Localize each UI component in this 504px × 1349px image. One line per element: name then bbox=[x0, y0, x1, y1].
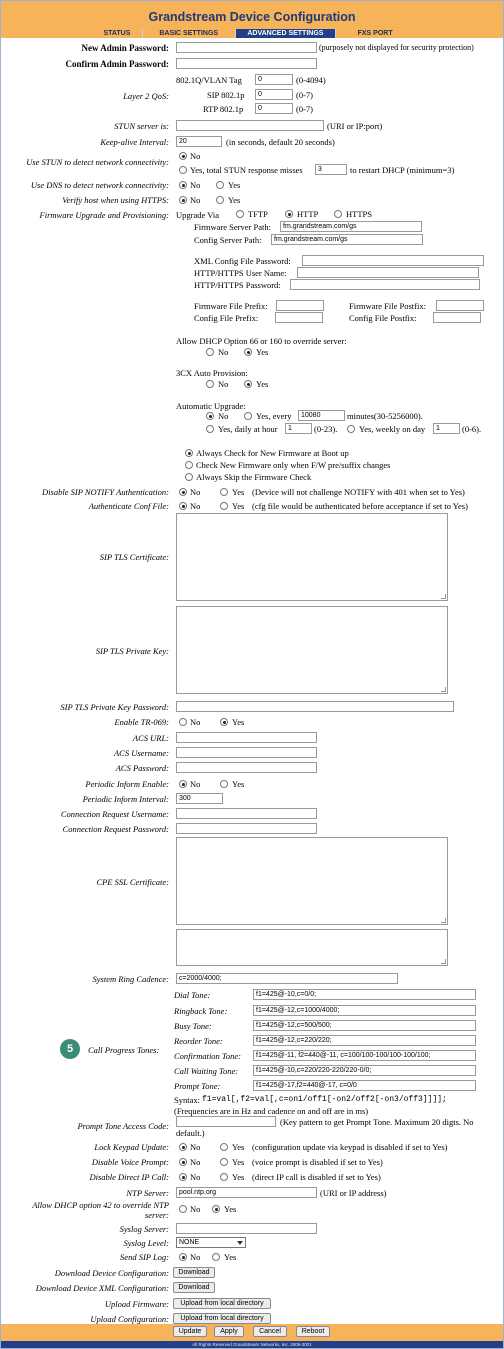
dhcp66-yes-label: Yes bbox=[256, 347, 269, 357]
prompt-code-note-1: (Key pattern to get Prompt Tone. Maximum 20 digts. No bbox=[280, 1117, 474, 1127]
periodic-inform-interval-input[interactable]: 300 bbox=[176, 793, 223, 804]
notify-yes-label: Yes bbox=[232, 487, 245, 497]
auth-conf-yes-radio[interactable] bbox=[220, 502, 228, 510]
syntax-note: (Frequencies are in Hz and cadence on and off are in ms) bbox=[174, 1106, 369, 1116]
apply-button[interactable]: Apply bbox=[214, 1326, 244, 1337]
upgrade-https-radio[interactable] bbox=[334, 210, 342, 218]
syntax-code: f1=val[,f2=val[,c=on1/off1[-on2/off2[-on3/off3]]]]; bbox=[202, 1095, 447, 1104]
3cx-yes-radio[interactable] bbox=[244, 380, 252, 388]
periodic-inform-interval-label: Periodic Inform Interval: bbox=[82, 794, 169, 804]
prompt-tone-input[interactable]: f1=425@-17,f2=440@-17, c=0/0 bbox=[253, 1080, 476, 1091]
sip-tls-private-key-textarea[interactable] bbox=[176, 606, 448, 694]
tab-status[interactable]: STATUS bbox=[92, 29, 143, 38]
auth-conf-note: (cfg file would be authenticated before acceptance if set to Yes) bbox=[252, 501, 468, 511]
lock-keypad-yes-label: Yes bbox=[232, 1142, 245, 1152]
acs-url-label: ACS URL: bbox=[132, 733, 169, 743]
3cx-no-label: No bbox=[218, 379, 229, 389]
http-username-input[interactable] bbox=[297, 267, 479, 278]
dial-tone-input[interactable]: f1=425@-10,c=0/0; bbox=[253, 989, 476, 1000]
auth-conf-label: Authenticate Conf File: bbox=[88, 501, 169, 511]
vlan-tag-input[interactable]: 0 bbox=[255, 74, 293, 85]
3cx-provision-label: 3CX Auto Provision: bbox=[176, 368, 248, 378]
dhcp42-label-1: Allow DHCP option 42 to override NTP bbox=[32, 1200, 169, 1210]
rtp-8021p-input[interactable]: 0 bbox=[255, 103, 293, 114]
dns-no-label: No bbox=[190, 180, 201, 190]
upgrade-via-label: Upgrade Via bbox=[176, 210, 219, 220]
direct-ip-no-label: No bbox=[190, 1172, 201, 1182]
chevron-down-icon bbox=[237, 1241, 243, 1245]
periodic-inform-yes-label: Yes bbox=[232, 779, 245, 789]
sip-8021p-input[interactable]: 0 bbox=[255, 89, 293, 100]
fw-prefix-input[interactable] bbox=[276, 300, 324, 311]
cfg-postfix-label: Config File Postfix: bbox=[349, 313, 417, 323]
direct-ip-note: (direct IP call is disabled if set to Yes) bbox=[252, 1172, 381, 1182]
vlan-tag-label: 802.1Q/VLAN Tag bbox=[176, 75, 242, 85]
sip-tls-certificate-label: SIP TLS Certificate: bbox=[99, 552, 169, 562]
upgrade-https-label: HTTPS bbox=[346, 209, 372, 219]
prompt-code-input[interactable] bbox=[176, 1116, 276, 1127]
busy-tone-label: Busy Tone: bbox=[174, 1021, 212, 1031]
upgrade-tftp-label: TFTP bbox=[248, 209, 268, 219]
http-password-input[interactable] bbox=[290, 279, 480, 290]
check-always-radio[interactable] bbox=[185, 449, 193, 457]
ntp-server-label: NTP Server: bbox=[126, 1188, 169, 1198]
sip-tls-private-key-label: SIP TLS Private Key: bbox=[95, 646, 169, 656]
tr069-no-radio[interactable] bbox=[179, 718, 187, 726]
cpe-ssl-certificate-textarea[interactable] bbox=[176, 837, 448, 925]
dhcp42-no-radio[interactable] bbox=[179, 1205, 187, 1213]
stun-detect-no-radio[interactable] bbox=[179, 152, 187, 160]
call-progress-label: Call Progress Tones: bbox=[88, 1045, 160, 1055]
call-waiting-tone-input[interactable]: f1=425@-10,c=220/220-220/220-0/0; bbox=[253, 1065, 476, 1076]
stun-server-note: (URI or IP:port) bbox=[327, 121, 383, 131]
confirmation-tone-input[interactable]: f1=425@-11, f2=440@-11, c=100/100-100/100-100/100; bbox=[253, 1050, 476, 1061]
sip-tls-key-password-input[interactable] bbox=[176, 701, 454, 712]
keepalive-note: (in seconds, default 20 seconds) bbox=[226, 137, 335, 147]
new-admin-password-input[interactable] bbox=[176, 42, 317, 53]
voice-prompt-no-radio[interactable] bbox=[179, 1158, 187, 1166]
http-username-label: HTTP/HTTPS User Name: bbox=[194, 268, 287, 278]
sip-8021p-label: SIP 802.1p bbox=[207, 90, 245, 100]
copyright-text: All Rights Reserved Grandstream Networks, Inc. 2006-2021 bbox=[1, 1341, 503, 1348]
prompt-code-label: Prompt Tone Access Code: bbox=[77, 1121, 169, 1131]
stun-detect-yes-radio[interactable] bbox=[179, 166, 187, 174]
acs-username-label: ACS Username: bbox=[113, 748, 169, 758]
firmware-label: Firmware Upgrade and Provisioning: bbox=[39, 210, 169, 220]
upgrade-http-radio[interactable] bbox=[285, 210, 293, 218]
notify-auth-label: Disable SIP NOTIFY Authentication: bbox=[42, 487, 169, 497]
dhcp42-no-label: No bbox=[190, 1204, 201, 1214]
acs-password-input[interactable] bbox=[176, 762, 317, 773]
auto-upgrade-every-radio[interactable] bbox=[244, 412, 252, 420]
upload-firmware-label: Upload Firmware: bbox=[104, 1299, 169, 1309]
send-sip-log-label: Send SIP Log: bbox=[120, 1252, 169, 1262]
download-device-config-label: Download Device Configuration: bbox=[54, 1268, 169, 1278]
acs-username-input[interactable] bbox=[176, 747, 317, 758]
dns-detect-label: Use DNS to detect network connectivity: bbox=[30, 180, 169, 190]
send-sip-log-yes-radio[interactable] bbox=[212, 1253, 220, 1261]
auth-conf-no-label: No bbox=[190, 501, 201, 511]
fw-postfix-input[interactable] bbox=[436, 300, 484, 311]
reboot-button[interactable]: Reboot bbox=[296, 1326, 330, 1337]
upgrade-http-label: HTTP bbox=[297, 209, 319, 219]
download-xml-config-label: Download Device XML Configuration: bbox=[35, 1283, 169, 1293]
notify-note: (Device will not challenge NOTIFY with 401 when set to Yes) bbox=[252, 487, 465, 497]
dhcp42-yes-radio[interactable] bbox=[212, 1205, 220, 1213]
conn-request-password-label: Connection Request Password: bbox=[62, 824, 169, 834]
syslog-level-value: NONE bbox=[179, 1239, 200, 1246]
cpe-ssl-certificate-label: CPE SSL Certificate: bbox=[96, 877, 169, 887]
download-xml-config-button[interactable]: Download bbox=[173, 1282, 215, 1293]
layer2-qos-label: Layer 2 QoS: bbox=[123, 91, 169, 101]
stun-detect-label: Use STUN to detect network connectivity: bbox=[26, 157, 169, 167]
conn-request-username-input[interactable] bbox=[176, 808, 317, 819]
update-button[interactable]: Update bbox=[173, 1326, 207, 1337]
rtp-8021p-range: (0-7) bbox=[296, 104, 313, 114]
step-badge: 5 bbox=[60, 1039, 80, 1059]
lock-keypad-no-radio[interactable] bbox=[179, 1143, 187, 1151]
auto-upgrade-label: Automatic Upgrade: bbox=[176, 401, 246, 411]
tab-advanced-settings[interactable]: ADVANCED SETTINGS bbox=[236, 29, 337, 38]
download-device-config-button[interactable]: Download bbox=[173, 1267, 215, 1278]
voice-prompt-label: Disable Voice Prompt: bbox=[91, 1157, 169, 1167]
cancel-button[interactable]: Cancel bbox=[253, 1326, 287, 1337]
check-skip-label: Always Skip the Firmware Check bbox=[196, 472, 312, 482]
xml-config-password-label: XML Config File Password: bbox=[194, 256, 291, 266]
sip-tls-key-password-label: SIP TLS Private Key Password: bbox=[60, 702, 169, 712]
direct-ip-no-radio[interactable] bbox=[179, 1173, 187, 1181]
keepalive-label: Keep-alive Interval: bbox=[100, 137, 169, 147]
https-verify-no-label: No bbox=[190, 195, 201, 205]
check-always-label: Always Check for New Firmware at Boot up bbox=[196, 448, 349, 458]
cfg-server-path-label: Config Server Path: bbox=[194, 235, 262, 245]
notify-yes-radio[interactable] bbox=[220, 488, 228, 496]
keepalive-input[interactable]: 20 bbox=[176, 136, 222, 147]
ntp-server-input[interactable]: pool.ntp.org bbox=[176, 1187, 317, 1198]
new-admin-password-label: New Admin Password: bbox=[81, 43, 169, 53]
direct-ip-yes-label: Yes bbox=[232, 1172, 245, 1182]
fw-prefix-label: Firmware File Prefix: bbox=[194, 301, 268, 311]
auto-upgrade-daily-radio[interactable] bbox=[206, 425, 214, 433]
syslog-level-select[interactable] bbox=[176, 1237, 246, 1248]
ringback-tone-input[interactable]: f1=425@-12,c=1000/4000; bbox=[253, 1005, 476, 1016]
auto-upgrade-no-radio[interactable] bbox=[206, 412, 214, 420]
voice-prompt-yes-radio[interactable] bbox=[220, 1158, 228, 1166]
auto-upgrade-weekly-input[interactable]: 1 bbox=[433, 423, 460, 434]
https-verify-yes-radio[interactable] bbox=[216, 196, 224, 204]
ring-cadence-input[interactable]: c=2000/4000; bbox=[176, 973, 398, 984]
ring-cadence-label: System Ring Cadence: bbox=[92, 974, 169, 984]
periodic-inform-no-label: No bbox=[190, 779, 201, 789]
auto-upgrade-daily-note: (0-23). bbox=[314, 424, 338, 434]
dhcp66-no-label: No bbox=[218, 347, 229, 357]
auto-upgrade-weekly-radio[interactable] bbox=[347, 425, 355, 433]
tr069-yes-label: Yes bbox=[232, 717, 245, 727]
lock-keypad-yes-radio[interactable] bbox=[220, 1143, 228, 1151]
ringback-tone-label: Ringback Tone: bbox=[174, 1006, 228, 1016]
dial-tone-label: Dial Tone: bbox=[174, 990, 211, 1000]
lock-keypad-label: Lock Keypad Update: bbox=[94, 1142, 169, 1152]
upgrade-tftp-radio[interactable] bbox=[236, 210, 244, 218]
direct-ip-yes-radio[interactable] bbox=[220, 1173, 228, 1181]
confirm-admin-password-label: Confirm Admin Password: bbox=[65, 59, 169, 69]
syslog-server-label: Syslog Server: bbox=[119, 1224, 169, 1234]
dhcp66-no-radio[interactable] bbox=[206, 348, 214, 356]
dns-no-radio[interactable] bbox=[179, 181, 187, 189]
tab-bar bbox=[92, 29, 414, 38]
tr069-no-label: No bbox=[190, 717, 201, 727]
tab-fxs-port[interactable]: FXS PORT bbox=[357, 30, 393, 37]
auto-upgrade-weekly-note: (0-6). bbox=[462, 424, 482, 434]
busy-tone-input[interactable]: f1=425@-12,c=500/500; bbox=[253, 1020, 476, 1031]
dhcp66-label: Allow DHCP Option 66 or 160 to override server: bbox=[176, 336, 347, 346]
check-skip-radio[interactable] bbox=[185, 473, 193, 481]
3cx-no-radio[interactable] bbox=[206, 380, 214, 388]
send-sip-log-no-radio[interactable] bbox=[179, 1253, 187, 1261]
check-prefix-label: Check New Firmware only when F/W pre/suffix changes bbox=[196, 460, 391, 470]
syslog-level-label: Syslog Level: bbox=[123, 1238, 169, 1248]
stun-server-input[interactable] bbox=[176, 120, 324, 131]
periodic-inform-yes-radio[interactable] bbox=[220, 780, 228, 788]
sip-8021p-range: (0-7) bbox=[296, 90, 313, 100]
confirmation-tone-label: Confirmation Tone: bbox=[174, 1051, 241, 1061]
tab-basic-settings[interactable]: BASIC SETTINGS bbox=[143, 29, 236, 38]
periodic-inform-enable-label: Periodic Inform Enable: bbox=[85, 779, 169, 789]
page-title: Grandstream Device Configuration bbox=[148, 10, 356, 24]
https-verify-yes-label: Yes bbox=[228, 195, 241, 205]
confirm-admin-password-input[interactable] bbox=[176, 58, 317, 69]
auto-upgrade-every-label: Yes, every bbox=[256, 411, 292, 421]
periodic-inform-no-radio[interactable] bbox=[179, 780, 187, 788]
cfg-prefix-input[interactable] bbox=[275, 312, 323, 323]
lock-keypad-no-label: No bbox=[190, 1142, 201, 1152]
cpe-ssl-key-textarea[interactable] bbox=[176, 929, 448, 966]
tr069-enable-label: Enable TR-069: bbox=[114, 717, 169, 727]
upload-config-button[interactable]: Upload from local directory bbox=[173, 1313, 271, 1324]
acs-password-label: ACS Password: bbox=[115, 763, 169, 773]
upload-config-label: Upload Configuration: bbox=[90, 1314, 169, 1324]
rtp-8021p-label: RTP 802.1p bbox=[203, 104, 244, 114]
stun-server-label: STUN server is: bbox=[114, 121, 169, 131]
http-password-label: HTTP/HTTPS Password: bbox=[194, 280, 281, 290]
dhcp66-yes-radio[interactable] bbox=[244, 348, 252, 356]
cfg-prefix-label: Config File Prefix: bbox=[194, 313, 259, 323]
voice-prompt-no-label: No bbox=[190, 1157, 201, 1167]
auto-upgrade-daily-label: Yes, daily at hour bbox=[218, 424, 278, 434]
3cx-yes-label: Yes bbox=[256, 379, 269, 389]
lock-keypad-note: (configuration update via keypad is disabled if set to Yes) bbox=[252, 1142, 448, 1152]
syntax-prefix: Syntax: bbox=[174, 1095, 200, 1105]
stun-restart-note: to restart DHCP (minimum=3) bbox=[350, 165, 455, 175]
acs-url-input[interactable] bbox=[176, 732, 317, 743]
auto-upgrade-no-label: No bbox=[218, 411, 229, 421]
dhcp42-label-2: server: bbox=[144, 1210, 169, 1220]
stun-detect-yes-label: Yes, total STUN response misses bbox=[190, 165, 303, 175]
ntp-server-note: (URI or IP address) bbox=[320, 1188, 387, 1198]
direct-ip-label: Disable Direct IP Call: bbox=[89, 1172, 169, 1182]
dhcp42-yes-label: Yes bbox=[224, 1204, 237, 1214]
auto-upgrade-every-input[interactable]: 10080 bbox=[298, 410, 345, 421]
xml-config-password-input[interactable] bbox=[302, 255, 484, 266]
sip-tls-certificate-textarea[interactable] bbox=[176, 513, 448, 601]
notify-no-label: No bbox=[190, 487, 201, 497]
dns-yes-label: Yes bbox=[228, 180, 241, 190]
stun-detect-no-label: No bbox=[190, 151, 201, 161]
vlan-tag-range: (0-4094) bbox=[296, 75, 326, 85]
cfg-server-path-input[interactable]: fm.grandstream.com/gs bbox=[271, 234, 423, 245]
syslog-server-input[interactable] bbox=[176, 1223, 317, 1234]
auth-conf-yes-label: Yes bbox=[232, 501, 245, 511]
fw-server-path-label: Firmware Server Path: bbox=[194, 222, 271, 232]
auto-upgrade-daily-input[interactable]: 1 bbox=[285, 423, 312, 434]
auto-upgrade-every-note: minutes(30-5256000). bbox=[347, 411, 423, 421]
upload-firmware-button[interactable]: Upload from local directory bbox=[173, 1298, 271, 1309]
send-sip-log-no-label: No bbox=[190, 1252, 201, 1262]
prompt-tone-label: Prompt Tone: bbox=[174, 1081, 221, 1091]
notify-no-radio[interactable] bbox=[179, 488, 187, 496]
reorder-tone-label: Reorder Tone: bbox=[174, 1036, 223, 1046]
https-verify-label: Verify host when using HTTPS: bbox=[62, 195, 169, 205]
prompt-code-note-2: default.) bbox=[176, 1128, 205, 1138]
auto-upgrade-weekly-label: Yes, weekly on day bbox=[359, 424, 426, 434]
tr069-yes-radio[interactable] bbox=[220, 718, 228, 726]
fw-postfix-label: Firmware File Postfix: bbox=[349, 301, 426, 311]
conn-request-password-input[interactable] bbox=[176, 823, 317, 834]
stun-misses-input[interactable]: 3 bbox=[315, 164, 347, 175]
new-admin-password-note: (purposely not displayed for security protection) bbox=[319, 43, 474, 52]
dns-yes-radio[interactable] bbox=[216, 181, 224, 189]
https-verify-no-radio[interactable] bbox=[179, 196, 187, 204]
voice-prompt-yes-label: Yes bbox=[232, 1157, 245, 1167]
fw-server-path-input[interactable]: fm.grandstream.com/gs bbox=[280, 221, 422, 232]
conn-request-username-label: Connection Request Username: bbox=[60, 809, 169, 819]
call-waiting-tone-label: Call Waiting Tone: bbox=[174, 1066, 239, 1076]
cfg-postfix-input[interactable] bbox=[433, 312, 481, 323]
check-prefix-radio[interactable] bbox=[185, 461, 193, 469]
send-sip-log-yes-label: Yes bbox=[224, 1252, 237, 1262]
voice-prompt-note: (voice prompt is disabled if set to Yes) bbox=[252, 1157, 383, 1167]
reorder-tone-input[interactable]: f1=425@-12,c=220/220; bbox=[253, 1035, 476, 1046]
auth-conf-no-radio[interactable] bbox=[179, 502, 187, 510]
